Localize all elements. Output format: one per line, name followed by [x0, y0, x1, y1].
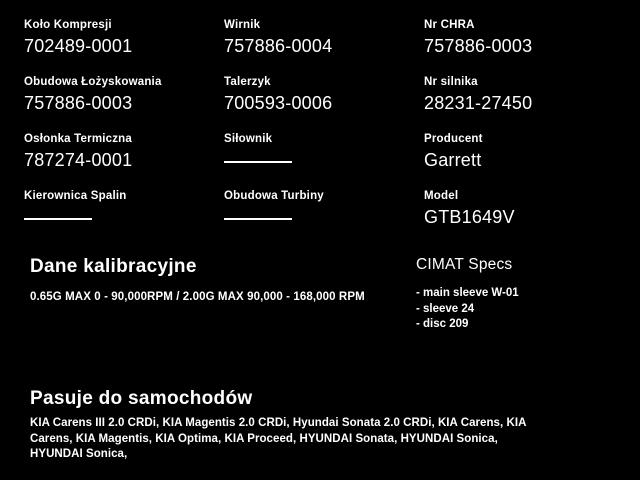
spec-value: 757886-0003 — [24, 93, 133, 113]
spec-label: Siłownik — [224, 133, 273, 145]
cimat-list — [416, 286, 586, 333]
spec-field-kolo-kompresji — [24, 18, 224, 75]
calibration-title: Dane kalibracyjne — [30, 256, 197, 277]
spec-label: Producent — [424, 133, 483, 145]
cimat-list-item: - main sleeve W-01 — [416, 287, 519, 299]
compatible-cars-title: Pasuje do samochodów — [30, 388, 253, 409]
spec-field-oslonka-termiczna — [24, 132, 224, 189]
cimat-list-item: - disc 209 — [416, 318, 469, 330]
spec-field-talerzyk — [224, 75, 424, 132]
specs-grid — [24, 18, 616, 246]
calibration-block — [30, 256, 460, 305]
spec-field-producent — [424, 132, 616, 189]
spec-value: Garrett — [424, 150, 482, 170]
spec-label: Model — [424, 190, 459, 202]
blank-rule — [224, 150, 292, 163]
compatible-cars-text: KIA Carens III 2.0 CRDi, KIA Magentis 2.0 CRDi, Hyundai Sonata 2.0 CRDi, KIA Carens, KIA Carens, KIA Magentis, KIA Optima, KIA Proceed, HYUNDAI Sonata, HYUNDAI Sonica, HYUNDAI Sonica, — [30, 417, 527, 460]
spec-label: Osłonka Termiczna — [24, 133, 133, 145]
calibration-text: 0.65G MAX 0 - 90,000RPM / 2.00G MAX 90,000 - 168,000 RPM — [30, 291, 365, 303]
spec-value — [224, 150, 424, 171]
spec-field-nr-silnika — [424, 75, 616, 132]
mid-section — [24, 256, 616, 352]
spec-field-nr-chra — [424, 18, 616, 75]
spec-label: Talerzyk — [224, 76, 271, 88]
spec-label: Nr CHRA — [424, 19, 475, 31]
spec-value — [224, 207, 424, 228]
spec-value: 700593-0006 — [224, 93, 333, 113]
spec-field-obudowa-turbiny — [224, 189, 424, 246]
spec-label: Nr silnika — [424, 76, 478, 88]
spec-value: 28231-27450 — [424, 93, 533, 113]
cimat-block — [416, 256, 586, 333]
spec-field-model — [424, 189, 616, 246]
spec-field-silownik — [224, 132, 424, 189]
cimat-list-item: - sleeve 24 — [416, 302, 475, 315]
spec-label: Wirnik — [224, 19, 261, 31]
compatible-cars-block — [24, 388, 616, 463]
blank-rule — [24, 207, 92, 220]
spec-field-wirnik — [224, 18, 424, 75]
spec-value: GTB1649V — [424, 207, 515, 227]
spec-value: 757886-0003 — [424, 36, 533, 56]
spec-value: 787274-0001 — [24, 150, 133, 170]
spec-value: 757886-0004 — [224, 36, 333, 56]
blank-rule — [224, 207, 292, 220]
spec-label: Obudowa Turbiny — [224, 190, 324, 202]
spec-value — [24, 207, 224, 228]
spec-field-obudowa-lozyskowania — [24, 75, 224, 132]
cimat-title: CIMAT Specs — [416, 256, 513, 273]
spec-label: Obudowa Łożyskowania — [24, 76, 162, 88]
spec-value: 702489-0001 — [24, 36, 133, 56]
spec-label: Kierownica Spalin — [24, 190, 127, 202]
spec-field-kierownica-spalin — [24, 189, 224, 246]
spec-label: Koło Kompresji — [24, 19, 112, 31]
